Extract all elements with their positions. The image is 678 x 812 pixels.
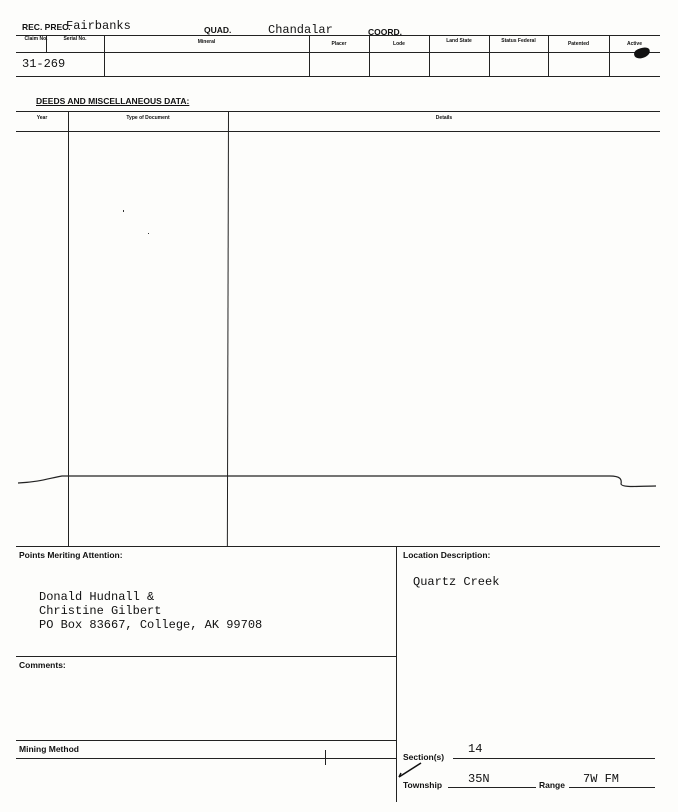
- section-label: Section(s): [403, 752, 445, 762]
- range-value: 7W FM: [583, 772, 620, 786]
- table-bottom-rule: [16, 76, 660, 77]
- continuation-line: [0, 466, 678, 496]
- col-lode: Lode: [393, 41, 405, 47]
- col-land-state: Land State: [446, 38, 472, 44]
- deeds-title: DEEDS AND MISCELLANEOUS DATA:: [36, 96, 190, 106]
- township-value: 35N: [468, 772, 490, 786]
- quad-label: QUAD.: [204, 25, 232, 35]
- township-label: Township: [403, 780, 443, 790]
- quad-value: Chandalar: [268, 23, 333, 37]
- points-line-3: PO Box 83667, College, AK 99708: [39, 618, 263, 632]
- deeds-col-year: Year: [36, 115, 48, 121]
- comments-label: Comments:: [19, 660, 66, 670]
- table-header-rule: [16, 52, 660, 53]
- deeds-col-type: Type of Document: [126, 115, 170, 121]
- claim-no-value: 31-269: [22, 57, 66, 71]
- coord-label: COORD.: [368, 27, 402, 37]
- points-line-1: Donald Hudnall &: [39, 590, 155, 604]
- col-serial-no: Serial No.: [63, 36, 87, 42]
- col-mineral: Mineral: [197, 39, 216, 45]
- points-label: Points Meriting Attention:: [19, 550, 123, 560]
- checkmark-stroke: [397, 761, 423, 781]
- mining-method-label: Mining Method: [19, 744, 79, 754]
- location-value: Quartz Creek: [413, 575, 500, 589]
- rec-prec-label: REC. PREC.: [22, 22, 71, 32]
- col-claim-no: Claim No.: [24, 36, 48, 42]
- section-value: 14: [468, 742, 483, 756]
- col-patented: Patented: [567, 41, 590, 47]
- header-rule: [16, 35, 660, 36]
- col-status-federal: Status Federal: [501, 38, 536, 44]
- rec-prec-value: Fairbanks: [66, 19, 131, 33]
- ink-smudge: [633, 46, 651, 59]
- range-label: Range: [539, 780, 565, 790]
- col-active: Active: [626, 41, 642, 47]
- col-placer: Placer: [331, 41, 347, 47]
- points-line-2: Christine Gilbert: [39, 604, 162, 618]
- deeds-col-details: Details: [435, 115, 453, 121]
- location-label: Location Description:: [403, 550, 491, 560]
